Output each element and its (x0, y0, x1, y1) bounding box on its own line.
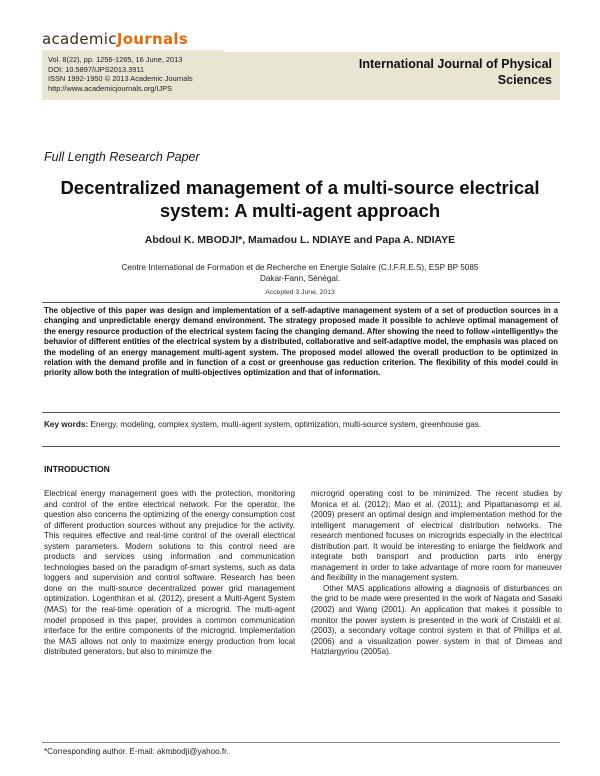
publisher-logo (42, 30, 188, 48)
keywords (44, 420, 558, 431)
accepted-date: Accepted 3 June, 2013 (265, 289, 335, 296)
keywords-list: Energy, modeling, complex system, multi-agent system, optimization, multi-source system, greenhouse gas. (90, 420, 482, 429)
body-column-left (44, 489, 295, 658)
authors: Abdoul K. MBODJI*, Mamadou L. NDIAYE and Papa A. NDIAYE (144, 234, 456, 246)
keywords-bottom-rule (42, 446, 560, 447)
meta-url[interactable]: http://www.academicjournals.org/IJPS (48, 83, 173, 93)
affiliation-line-1: Centre International de Formation et de Recherche en Energie Solaire (C.I.F.R.E.S), ESP BP 5085 (121, 263, 479, 272)
meta-volume: Vol. 8(22), pp. 1256-1265, 16 June, 2013 (48, 55, 183, 64)
affiliation (80, 262, 520, 284)
logo-text-journals: Journals (116, 30, 189, 48)
journal-name: International Journal of Physical Sciences (358, 57, 552, 87)
affiliation-line-2: Dakar-Fann, Sénégal. (259, 274, 341, 283)
corresponding-author-footnote: *Corresponding author. E-mail: akmbodji@yahoo.fr. (44, 747, 229, 756)
section-heading-introduction: INTRODUCTION (44, 464, 110, 474)
paper-title: Decentralized management of a multi-source electrical system: A multi-agent approach (60, 177, 540, 221)
abstract-bottom-rule (42, 412, 560, 413)
publication-meta (48, 55, 193, 93)
logo-text-academic: academic (42, 30, 117, 48)
intro-paragraph-1: Electrical energy management goes with the protection, monitoring and control of the entire electrical network. For the operator, the question also concerns the optimizing of the energy consumption cost of different production sources without any prejudice for the activity. This requires effective and real-time control of the overall electrical system parameters. Modern solutions to this control need are products and services using information and communication technologies based on the paradigm of-smart systems, such as data loggers and supervision and control software. Research has been done on the multi-source decentralized power grid management optimization. Logenthiran et al. (2012), present a Multi-Agent System (MAS) for the real-time operation of a microgrid. The multi-agent model proposed in this paper, provides a common communication interface for the entire components of the microgrid. Implementation the MAS allows not only to maximize energy production from local distributed generators, but also to minimize the (44, 489, 295, 657)
intro-paragraph-2: microgrid operating cost to be minimized. The recent studies by Monica et al. (2012); Mao et al. (2011); and Pipattanasomp et al. (2009) present an optimal design and implementation method for the intelligent management of electrical distribution networks. The research mentioned focuses on microgrids especially in the electrical distribution part. It would be interesting to enlarge the fieldwork and integrate both transport and production parts into energy management in order to take advantage of more room for maneuver and flexibility in the management system. (311, 489, 562, 583)
footnote-rule (42, 742, 560, 743)
body-column-right (311, 489, 562, 658)
abstract-top-rule (42, 302, 560, 303)
paper-type: Full Length Research Paper (44, 150, 200, 164)
abstract: The objective of this paper was design and implementation of a self-adaptive management system of a set of production sources in a changing and unpredictable energy demand environment. The strategy proposed made it possible to achieve optimal management of the energy resource production of the electrical system facing the changing demand. After showing the need to follow «intelligently» the behavior of different entities of the electrical system by a distributed, collaborative and self-adaptive model, the emphasis was placed on the modeling of an energy management multi-agent system. The proposed model allowed the overall production to be optimized in relation with the demand profile and in function of a cost or greenhouse gas reduction criterion. The flexibility of this model could in priority allow both the integration of multi-objectives optimization and that of information. (44, 306, 558, 378)
meta-doi[interactable]: DOI: 10.5897/IJPS2013.3911 (48, 64, 145, 74)
intro-paragraph-3: Other MAS applications allowing a diagnosis of disturbances on the grid to be made were presented in the work of Nagata and Sasaki (2002) and Wang (2001). An application that makes it possible to monitor the power system is presented in the work of Cristaldi et al. (2003), a secondary voltage control system in that of Phillips et al. (2006) and a visualization power system in that of Dimeas and Hatziargyriou (2005a). (311, 583, 562, 657)
keywords-label: Key words: (44, 420, 89, 429)
meta-issn: ISSN 1992-1950 © 2013 Academic Journals (48, 74, 193, 84)
